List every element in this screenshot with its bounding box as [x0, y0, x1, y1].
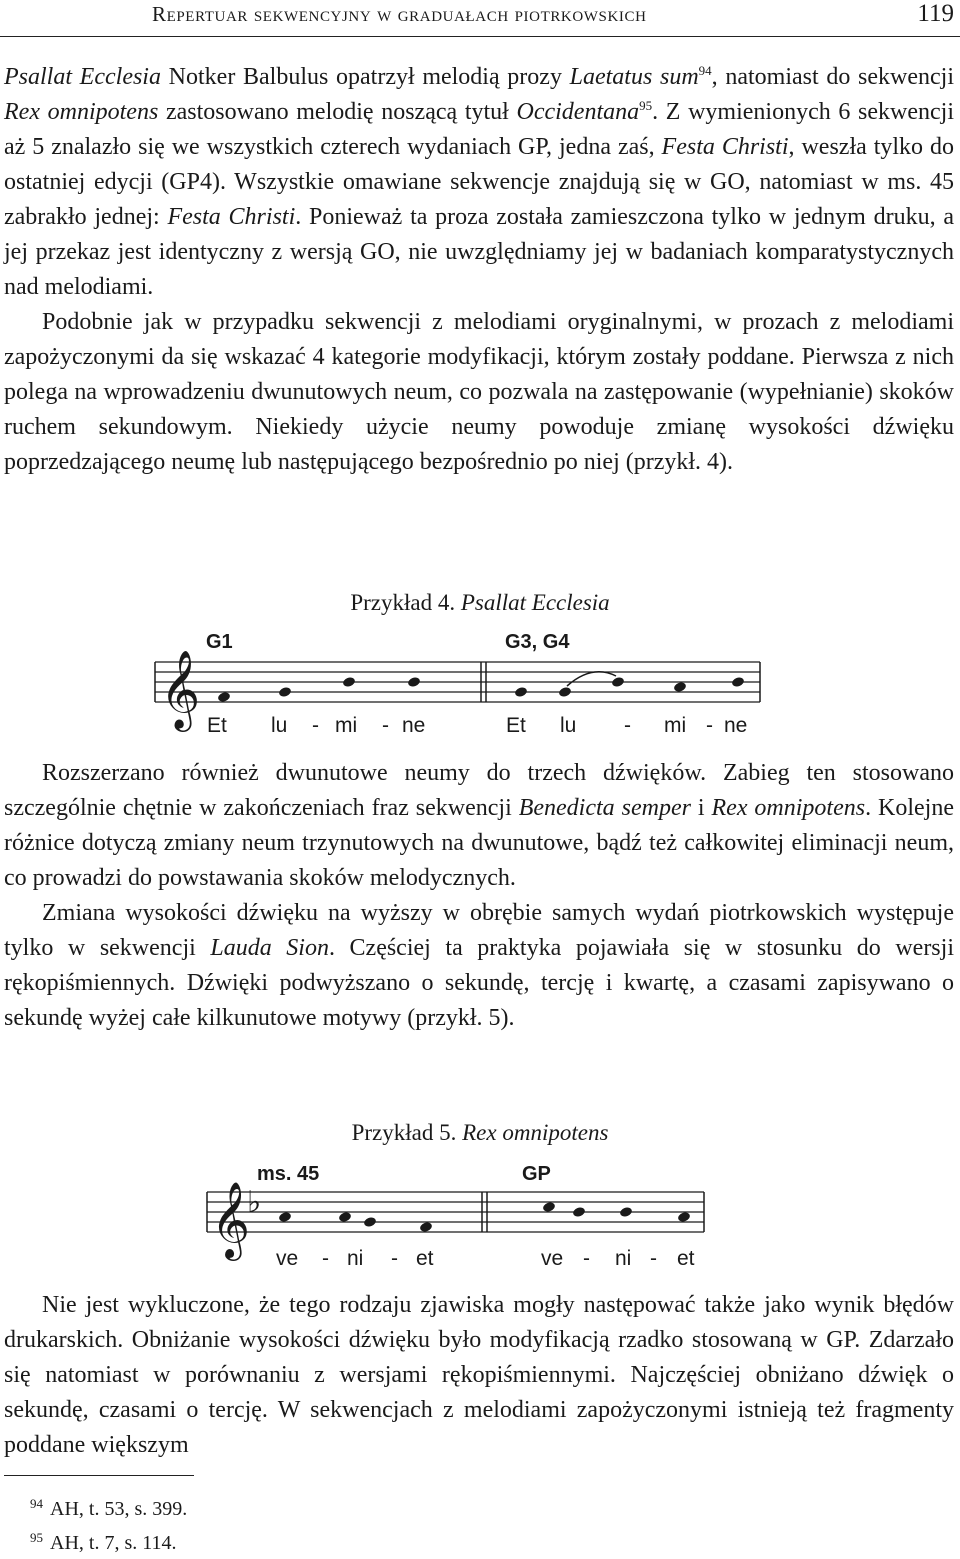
italic-run: Lauda Sion — [210, 935, 329, 961]
syllable: ni — [615, 1247, 632, 1270]
syllable: ne — [724, 714, 748, 737]
text-run: , natomiast do sekwencji — [711, 64, 954, 90]
syllable: - — [706, 714, 713, 737]
example-5-caption-title: Rex omnipotens — [462, 1120, 609, 1145]
paragraph-1 — [4, 60, 954, 305]
example-5-caption-prefix: Przykład 5. — [351, 1120, 463, 1145]
syllable: ne — [402, 714, 426, 737]
note — [278, 686, 292, 698]
note — [572, 1206, 586, 1218]
text-block-middle — [4, 756, 954, 1036]
italic-run: Occidentana — [516, 99, 640, 125]
syllable: - — [391, 1247, 398, 1270]
example-5-caption — [0, 1120, 960, 1146]
note — [363, 1216, 377, 1228]
footnote-text: AH, t. 53, s. 399. — [50, 1498, 188, 1520]
syllable: mi — [664, 714, 687, 737]
text-run: Notker Balbulus opatrzył melodią prozy — [160, 64, 570, 90]
text-run: Rozszerzano również dwunutowe neumy do trzech dźwięków. Zabieg ten stosowano szczególnie chętnie w zakończeniach fraz sekwencji — [4, 760, 954, 821]
note — [278, 1211, 292, 1223]
italic-run: Rex omnipotens — [711, 795, 866, 821]
paragraph-4 — [4, 896, 954, 1036]
slur — [567, 672, 616, 686]
syllable: lu — [271, 714, 288, 737]
syllable: - — [322, 1247, 329, 1270]
syllable: ve — [276, 1247, 299, 1270]
footnote-number: 94 — [30, 1496, 43, 1511]
syllable: - — [382, 714, 389, 737]
syllable: mi — [335, 714, 358, 737]
italic-run: Festa Christi — [167, 204, 296, 230]
text-run: . Ponieważ ta proza została zamieszczona tylko w jednym druku, a jej przekaz jest identyczny z wersją GO, nie uwzględniamy jej w badaniach komparatystycznych nad melodiami. — [4, 204, 954, 300]
syllable: - — [312, 714, 319, 737]
note — [407, 676, 421, 688]
syllable: Et — [207, 714, 227, 737]
syllable: et — [416, 1247, 434, 1270]
example-5-label-left: ms. 45 — [257, 1163, 320, 1185]
italic-run: Laetatus sum — [569, 64, 699, 90]
text-run: Nie jest wykluczone, że tego rodzaju zjawiska mogły następować także jako wynik błędów drukarskich. Obniżanie wysokości dźwięku było modyfikacją rzadko stosowaną w GP. Zdarzało się natomiast w porównaniu z wersjami rękopiśmiennymi. Najczęściej obniżano dźwięk o sekundę, czasami o tercję. W sekwencjach z melodiami zapożyczonymi istnieją też fragmenty poddane większym — [4, 1292, 954, 1458]
note — [558, 686, 572, 698]
running-title: Repertuar sekwencyjny w graduałach piotrkowskich — [152, 2, 647, 26]
paragraph-5 — [4, 1288, 954, 1463]
syllable: - — [583, 1247, 590, 1270]
syllable: Et — [506, 714, 526, 737]
header-rule — [0, 36, 960, 37]
footnote-94 — [4, 1496, 187, 1521]
text-run: zastosowano melodię noszącą tytuł — [158, 99, 517, 125]
example-4-music-staff — [0, 628, 960, 744]
example-5-label-right: GP — [522, 1163, 551, 1185]
text-run: . Z wymienionych 6 sekwencji aż 5 znalazło się we wszystkich czterech wydaniach GP, jedna zaś, — [4, 99, 955, 160]
staff-lines — [155, 662, 760, 702]
footnote-number: 95 — [30, 1530, 43, 1545]
example-4-label-right: G3, G4 — [505, 631, 570, 653]
italic-run: Psallat Ecclesia — [4, 64, 161, 90]
note — [611, 676, 625, 688]
page-number: 119 — [917, 0, 954, 27]
example-5-music-staff — [0, 1160, 960, 1276]
note — [217, 691, 231, 703]
flat-sign-icon: ♭ — [247, 1185, 262, 1220]
footnote-ref: 94 — [698, 63, 712, 78]
italic-run: Benedicta semper — [518, 795, 691, 821]
syllable: - — [650, 1247, 657, 1270]
note — [731, 676, 745, 688]
paragraph-3 — [4, 756, 954, 896]
italic-run: Rex omnipotens — [4, 99, 159, 125]
running-header — [0, 0, 960, 40]
text-block-lower — [4, 1288, 954, 1463]
text-run: . Częściej ta praktyka pojawiała się w stosunku do wersji rękopiśmiennych. Dźwięki podwyższano o sekundę, tercję i kwartę, a czasami zapisywano o sekundę wyżej całe kilkunutowe motywy (przykł. 5). — [4, 935, 954, 1031]
syllable: ni — [347, 1247, 364, 1270]
italic-run: Festa Christi — [661, 134, 789, 160]
footnote-ref: 95 — [639, 98, 653, 113]
note — [419, 1221, 433, 1233]
syllable: ve — [541, 1247, 564, 1270]
note — [514, 686, 528, 698]
text-run: Podobnie jak w przypadku sekwencji z melodiami oryginalnymi, w prozach z melodiami zapożyczonymi da się wskazać 4 kategorie modyfikacji, którym zostały poddane. Pierwsza z nich polega na wprowadzeniu dwunutowych neum, co pozwala na zastępowanie (wypełnianie) skoków ruchem sekundowym. Niekiedy użycie neumy powoduje zmianę wysokości dźwięku poprzedzającego neumę lub następującego bezpośrednio po niej (przykł. 4). — [4, 309, 954, 475]
text-run: . Kolejne różnice dotyczą zmiany neum trzynutowych na dwunutowe, bądź też całkowitej eliminacji neum, co prowadzi do powstawania skoków melodycznych. — [4, 795, 954, 891]
treble-clef-icon: 𝄞 — [160, 650, 201, 729]
syllable: lu — [560, 714, 577, 737]
example-5-lyrics — [276, 1247, 695, 1270]
note — [542, 1201, 556, 1213]
text-run: i — [690, 795, 712, 821]
footnote-95 — [4, 1530, 176, 1555]
syllable: - — [624, 714, 631, 737]
example-4-caption — [0, 590, 960, 616]
note — [673, 681, 687, 693]
note — [342, 676, 356, 688]
example-4-lyrics — [207, 714, 747, 737]
text-run: Zmiana wysokości dźwięku na wyższy w obrębie samych wydań piotrkowskich występuje tylko w sekwencji — [4, 900, 954, 961]
note — [619, 1206, 633, 1218]
footnote-rule — [4, 1475, 194, 1476]
example-5-notes — [278, 1201, 691, 1233]
note — [677, 1211, 691, 1223]
paragraph-2 — [4, 305, 954, 480]
treble-clef-icon: 𝄞 — [211, 1181, 251, 1258]
footnote-text: AH, t. 7, s. 114. — [50, 1532, 177, 1554]
text-block-upper — [4, 60, 954, 480]
note — [338, 1211, 352, 1223]
example-4-caption-title: Psallat Ecclesia — [460, 590, 610, 615]
text-run: , weszła tylko do ostatniej edycji (GP4). Wszystkie omawiane sekwencje znajdują się w GO, natomiast w ms. 45 zabrakło jednej: — [4, 134, 955, 230]
example-4-caption-prefix: Przykład 4. — [350, 590, 461, 615]
syllable: et — [677, 1247, 695, 1270]
example-4-label-left: G1 — [206, 631, 233, 653]
